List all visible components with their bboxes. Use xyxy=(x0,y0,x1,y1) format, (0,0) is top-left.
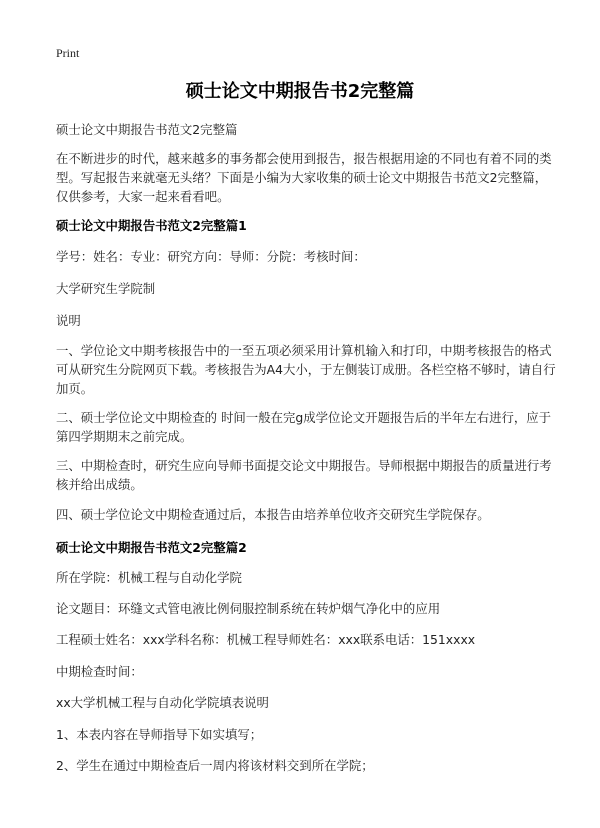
section2-college: 所在学院：机械工程与自动化学院 xyxy=(56,570,242,585)
section1-institution: 大学研究生学院制 xyxy=(56,281,156,296)
section2-note1: 1、本表内容在导师指导下如实填写； xyxy=(56,727,263,742)
section1-fields-line: 学号：姓名：专业：研究方向：导师：分院：考核时间： xyxy=(56,249,366,264)
section2-student-line: 工程硕士姓名：xxx学科名称：机械工程导师姓名：xxx联系电话：151xxxx xyxy=(56,632,476,647)
section1-item1: 一、学位论文中期考核报告中的一至五项必须采用计算机输入和打印，中期考核报告的格式可从研究生分院网页下载。考核报告为A4大小，于左侧装订成册。各栏空格不够时，请自行加页。 xyxy=(56,343,556,396)
section1-explain-label: 说明 xyxy=(56,313,81,328)
document-title: 硕士论文中期报告书2完整篇 xyxy=(185,81,415,102)
section1-item4: 四、硕士学位论文中期检查通过后，本报告由培养单位收齐交研究生学院保存。 xyxy=(56,507,490,522)
section2-form-note: xx大学机械工程与自动化学院填表说明 xyxy=(56,695,269,710)
print-label[interactable]: Print xyxy=(56,46,80,60)
section2-note2: 2、学生在通过中期检查后一周内将该材料交到所在学院； xyxy=(56,758,374,773)
section1-item2: 二、硕士学位论文中期检查的 时间一般在完g成学位论文开题报告后的半年左右进行，应于第四学期期末之前完成。 xyxy=(56,410,552,444)
section2-heading: 硕士论文中期报告书范文2完整篇2 xyxy=(56,540,247,555)
intro-paragraph: 在不断进步的时代，越来越多的事务都会使用到报告，报告根据用途的不同也有着不同的类型。写起报告来就毫无头绪？下面是小编为大家收集的硕士论文中期报告书范文2完整篇，仅供参考，大家一起来看看吧。 xyxy=(56,151,552,204)
section1-heading: 硕士论文中期报告书范文2完整篇1 xyxy=(56,218,247,233)
section2-thesis-title: 论文题目：环缝文式管电液比例伺服控制系统在转炉烟气净化中的应用 xyxy=(56,601,441,616)
section2-check-time: 中期检查时间： xyxy=(56,664,143,679)
document-subtitle: 硕士论文中期报告书范文2完整篇 xyxy=(56,122,238,137)
section1-item3: 三、中期检查时，研究生应向导师书面提交论文中期报告。导师根据中期报告的质量进行考核并给出成绩。 xyxy=(56,458,552,492)
